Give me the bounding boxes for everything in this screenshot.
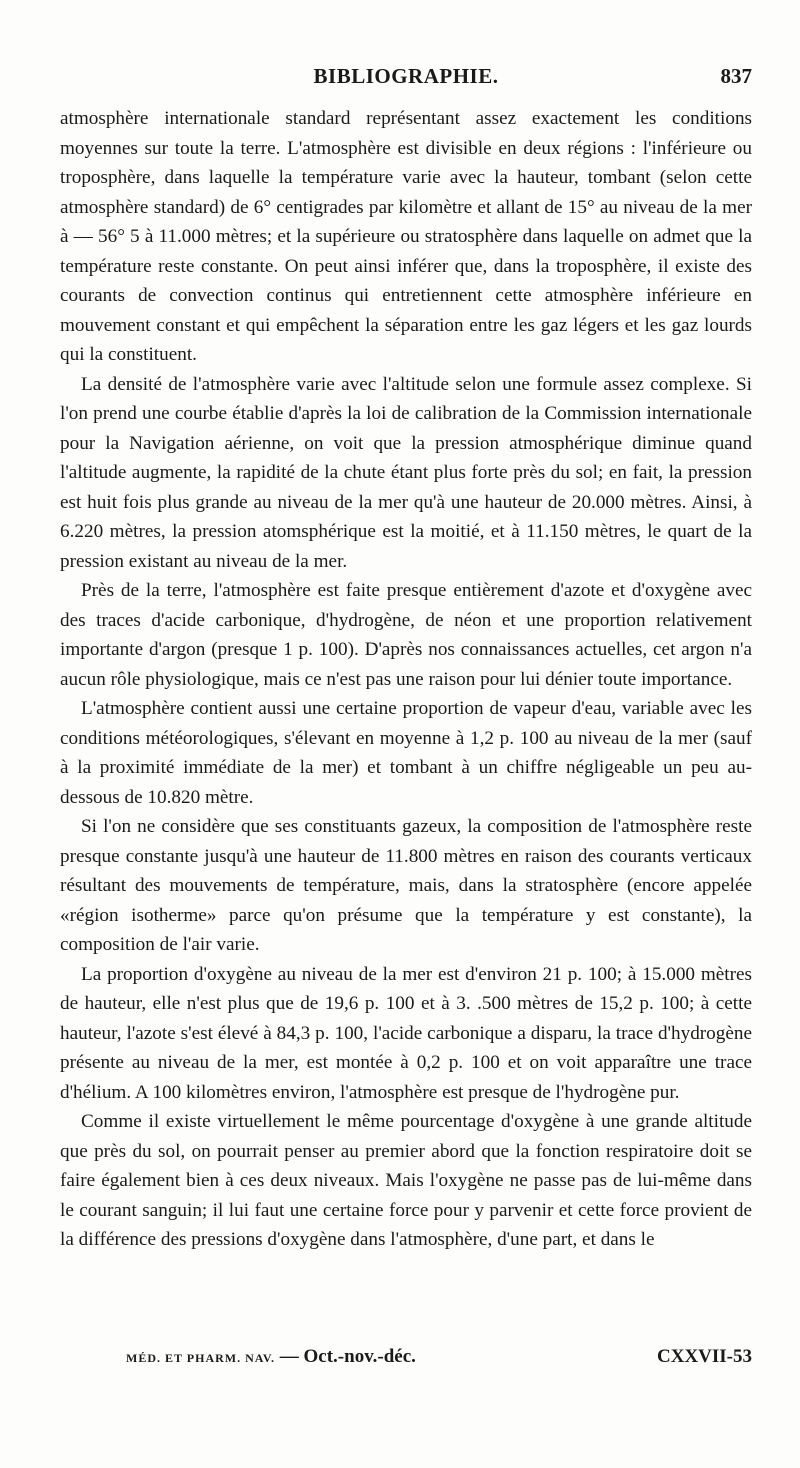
page-number: 837 [720, 64, 752, 88]
page-footer [126, 1346, 752, 1376]
body-text [60, 104, 752, 1255]
footer-journal-line [126, 1346, 416, 1368]
paragraph-5: Si l'on ne considère que ses constituants gazeux, la composition de l'atmosphère reste presque constante jusqu'à une hauteur de 11.800 mètres en raison des courants verticaux résultant des mouvements de température, mais, dans la stratosphère (encore appelée «région isotherme» parce qu'on présume que la température y est constante), la composition de l'air varie. [60, 816, 752, 955]
running-title: BIBLIOGRAPHIE. [313, 64, 499, 88]
paragraph-3: Près de la terre, l'atmosphère est faite presque entièrement d'azote et d'oxygène avec des traces d'acide carbonique, d'hydrogène, de néon et une proportion relativement importante d'argon (presque 1 p. 100). D'après nos connaissances actuelles, cet argon n'a aucun rôle physiologique, mais ce n'est pas une raison pour lui dénier toute importance. [60, 580, 752, 690]
issue-date: Oct.-nov.-déc. [303, 1346, 416, 1367]
footer-dash: — [279, 1346, 299, 1367]
paragraph-4: L'atmosphère contient aussi une certaine proportion de vapeur d'eau, variable avec les conditions météorologiques, s'élevant en moyenne à 1,2 p. 100 au niveau de la mer (sauf à la proximité immédiate de la mer) et tombant à un chiffre négligeable un peu au-dessous de 10.820 mètre. [60, 698, 752, 808]
page-header [60, 64, 752, 94]
paragraph-7: Comme il existe virtuellement le même pourcentage d'oxygène à une grande altitude que près du sol, on pourrait penser au premier abord que la fonction respiratoire doit se faire également bien à ces deux niveaux. Mais l'oxygène ne passe pas de lui-même dans le courant sanguin; il lui faut une certaine force pour y parvenir et cette force provient de la différence des pressions d'oxygène dans l'atmosphère, d'une part, et dans le [60, 1111, 752, 1250]
printer-signature: CXXVII-53 [657, 1346, 752, 1367]
paragraph-2: La densité de l'atmosphère varie avec l'altitude selon une formule assez complexe. Si l'on prend une courbe établie d'après la loi de calibration de la Commission internationale pour la Navigation aérienne, on voit que la pression atmosphérique diminue quand l'altitude augmente, la rapidité de la chute étant plus forte près du sol; en fait, la pression est huit fois plus grande au niveau de la mer qu'à une hauteur de 20.000 mètres. Ainsi, à 6.220 mètres, la pression atomsphérique est la moitié, et à 11.150 mètres, le quart de la pression existant au niveau de la mer. [60, 373, 752, 572]
paragraph-1: atmosphère internationale standard représentant assez exactement les conditions moyennes sur toute la terre. L'atmosphère est divisible en deux régions : l'inférieure ou troposphère, dans laquelle la température varie avec la hauteur, tombant (selon cette atmosphère standard) de 6° centigrades par kilomètre et allant de 15° au niveau de la mer à — 56° 5 à 11.000 mètres; et la supérieure ou stratosphère dans laquelle on admet que la température reste constante. On peut ainsi inférer que, dans la troposphère, il existe des courants de convection continus qui entretiennent cette atmosphère inférieure en mouvement constant et qui empêchent la séparation entre les gaz légers et les gaz lourds qui la constituent. [60, 108, 752, 365]
paragraph-6: La proportion d'oxygène au niveau de la mer est d'environ 21 p. 100; à 15.000 mètres de hauteur, elle n'est plus que de 19,6 p. 100 et à 3. .500 mètres de 15,2 p. 100; à cette hauteur, l'azote s'est élevé à 84,3 p. 100, l'acide carbonique a disparu, la trace d'hydrogène présente au niveau de la mer, est montée à 0,2 p. 100 et on voit apparaître une trace d'hélium. A 100 kilomètres environ, l'atmosphère est presque de l'hydrogène pur. [60, 963, 752, 1103]
journal-name: MÉD. ET PHARM. NAV. [126, 1351, 276, 1365]
